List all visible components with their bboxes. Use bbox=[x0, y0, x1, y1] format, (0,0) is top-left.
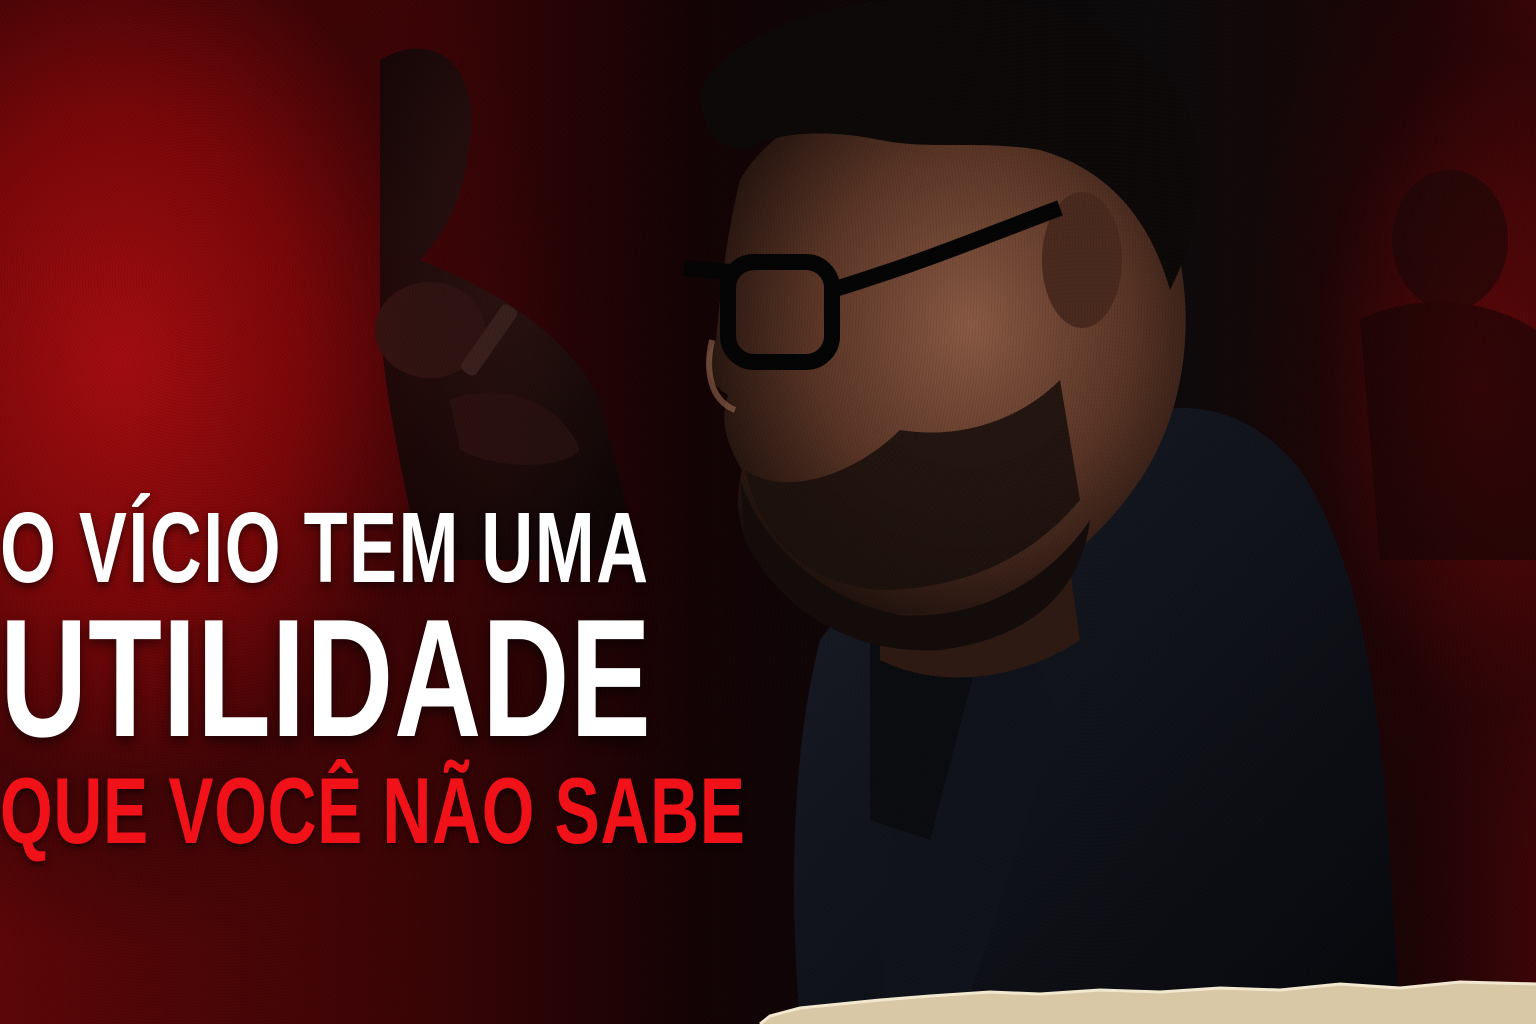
shadow-figure-with-pipe-icon bbox=[375, 49, 640, 560]
portrait-man-icon bbox=[684, 0, 1400, 1024]
background-figure-right-icon bbox=[1360, 170, 1536, 560]
headline-line-3: QUE VOCÊ NÃO SABE bbox=[0, 758, 746, 863]
headline-line-1: O VÍCIO TEM UMA bbox=[0, 492, 650, 604]
headline-block bbox=[0, 492, 746, 863]
headline-line-2: UTILIDADE bbox=[0, 584, 652, 772]
